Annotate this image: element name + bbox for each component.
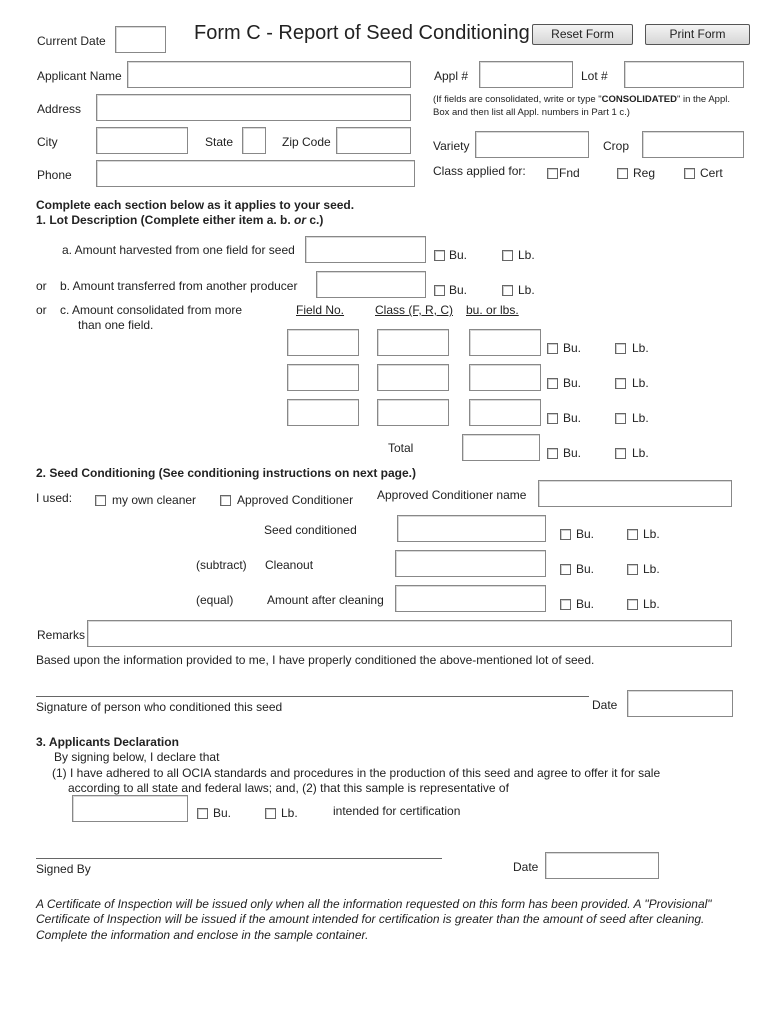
item-b-field[interactable] <box>316 271 426 298</box>
col-unit: bu. or lbs. <box>466 303 519 317</box>
current-date-field[interactable] <box>115 26 166 53</box>
seed-conditioned-lb-checkbox[interactable] <box>627 529 638 540</box>
seed-conditioned-label: Seed conditioned <box>264 523 357 537</box>
applicant-name-label: Applicant Name <box>37 69 122 83</box>
total-bu-label: Bu. <box>563 446 582 460</box>
declaration-lb-label: Lb. <box>281 806 298 820</box>
zip-field[interactable] <box>336 127 411 154</box>
remarks-field[interactable] <box>87 620 732 647</box>
row3-lb-label: Lb. <box>632 411 649 425</box>
total-bu-checkbox[interactable] <box>547 448 558 459</box>
row1-bu-checkbox[interactable] <box>547 343 558 354</box>
or-c-label: or <box>36 303 47 317</box>
row1-lb-checkbox[interactable] <box>615 343 626 354</box>
signed-date-field[interactable] <box>545 852 659 879</box>
declaration-line1: By signing below, I declare that <box>54 750 220 764</box>
row2-class[interactable] <box>377 364 449 391</box>
item-a-bu-label: Bu. <box>449 248 468 262</box>
lot-field[interactable] <box>624 61 744 88</box>
variety-field[interactable] <box>475 131 589 158</box>
consolidated-note-line2: Box and then list all Appl. numbers in Part 1 c.) <box>433 107 630 118</box>
after-cleaning-field[interactable] <box>395 585 546 612</box>
footer-line2: Certificate of Inspection will be issued if the amount intended for certification is greater than the amount of seed after cleaning. <box>36 912 705 926</box>
signed-by-line[interactable] <box>36 858 442 859</box>
row2-bu-checkbox[interactable] <box>547 378 558 389</box>
class-cert-label: Cert <box>700 166 723 180</box>
item-a-label: a. Amount harvested from one field for seed <box>62 243 295 257</box>
remarks-label: Remarks <box>37 628 86 642</box>
item-a-lb-label: Lb. <box>518 248 535 262</box>
class-reg-checkbox[interactable] <box>617 168 628 179</box>
state-label: State <box>205 135 234 149</box>
item-a-bu-checkbox[interactable] <box>434 250 445 261</box>
section1-intro: Complete each section below as it applies to your seed. <box>36 198 355 212</box>
item-b-lb-label: Lb. <box>518 283 535 297</box>
after-cleaning-lb-label: Lb. <box>643 597 660 611</box>
row1-amount[interactable] <box>469 329 541 356</box>
class-fnd-label: Fnd <box>559 166 580 180</box>
row2-field-no[interactable] <box>287 364 359 391</box>
item-c-label: c. Amount consolidated from more <box>60 303 243 317</box>
declaration-line3: according to all state and federal laws; and, (2) that this sample is representative of <box>68 781 509 795</box>
own-cleaner-checkbox[interactable] <box>95 495 106 506</box>
row3-amount[interactable] <box>469 399 541 426</box>
signed-by-label: Signed By <box>36 862 91 876</box>
row3-field-no[interactable] <box>287 399 359 426</box>
row3-bu-label: Bu. <box>563 411 582 425</box>
item-b-bu-label: Bu. <box>449 283 468 297</box>
address-field[interactable] <box>96 94 411 121</box>
section1-heading: 1. Lot Description (Complete either item a. b. or c.) <box>36 213 324 227</box>
item-a-lb-checkbox[interactable] <box>502 250 513 261</box>
seed-conditioned-lb-label: Lb. <box>643 527 660 541</box>
total-label: Total <box>388 441 414 455</box>
row2-lb-checkbox[interactable] <box>615 378 626 389</box>
cleanout-bu-checkbox[interactable] <box>560 564 571 575</box>
signed-date-label: Date <box>513 860 539 874</box>
consolidated-note: (If fields are consolidated, write or type "CONSOLIDATED" in the Appl. <box>433 94 730 105</box>
col-class: Class (F, R, C) <box>375 303 453 317</box>
row1-bu-label: Bu. <box>563 341 582 355</box>
row1-lb-label: Lb. <box>632 341 649 355</box>
after-cleaning-bu-label: Bu. <box>576 597 595 611</box>
crop-label: Crop <box>603 139 630 153</box>
own-cleaner-label: my own cleaner <box>112 493 197 507</box>
section3-heading: 3. Applicants Declaration <box>36 735 179 749</box>
class-fnd-checkbox[interactable] <box>547 168 558 179</box>
item-b-bu-checkbox[interactable] <box>434 285 445 296</box>
row2-bu-label: Bu. <box>563 376 582 390</box>
zip-label: Zip Code <box>282 135 331 149</box>
row2-lb-label: Lb. <box>632 376 649 390</box>
reset-form-button[interactable]: Reset Form <box>532 24 633 45</box>
approved-conditioner-checkbox[interactable] <box>220 495 231 506</box>
approved-conditioner-label: Approved Conditioner <box>237 493 354 507</box>
city-label: City <box>37 135 58 149</box>
declaration-amount-field[interactable] <box>72 795 188 822</box>
cleanout-bu-label: Bu. <box>576 562 595 576</box>
class-cert-checkbox[interactable] <box>684 168 695 179</box>
conditioner-signature-line[interactable] <box>36 696 589 697</box>
state-field[interactable] <box>242 127 266 154</box>
class-applied-label: Class applied for: <box>433 164 526 178</box>
address-label: Address <box>37 102 82 116</box>
or-b-label: or <box>36 279 47 293</box>
after-cleaning-bu-checkbox[interactable] <box>560 599 571 610</box>
print-form-button[interactable]: Print Form <box>645 24 750 45</box>
footer-line3: Complete the information and enclose in the sample container. <box>36 928 369 942</box>
conditioning-statement: Based upon the information provided to me, I have properly conditioned the above-mentioned lot of seed. <box>36 653 595 667</box>
row1-field-no[interactable] <box>287 329 359 356</box>
footer-line1: A Certificate of Inspection will be issued only when all the information requested on this form has been provided. A "Provisional" <box>36 897 712 911</box>
class-reg-label: Reg <box>633 166 656 180</box>
item-b-label: b. Amount transferred from another producer <box>60 279 298 293</box>
city-field[interactable] <box>96 127 188 154</box>
declaration-line2: (1) I have adhered to all OCIA standards and procedures in the production of this seed and agree to offer it for sale <box>52 766 661 780</box>
seed-conditioned-bu-checkbox[interactable] <box>560 529 571 540</box>
phone-label: Phone <box>37 168 72 182</box>
subtract-label: (subtract) <box>196 558 247 572</box>
declaration-bu-label: Bu. <box>213 806 232 820</box>
intended-label: intended for certification <box>333 804 461 818</box>
lot-label: Lot # <box>581 69 608 83</box>
approved-name-field[interactable] <box>538 480 732 507</box>
item-a-field[interactable] <box>305 236 426 263</box>
total-field[interactable] <box>462 434 540 461</box>
after-cleaning-label: Amount after cleaning <box>267 593 384 607</box>
cleanout-field[interactable] <box>395 550 546 577</box>
item-c-label-line2: than one field. <box>78 318 154 332</box>
col-field-no: Field No. <box>296 303 345 317</box>
current-date-label: Current Date <box>37 34 106 48</box>
cleanout-label: Cleanout <box>265 558 314 572</box>
row1-class[interactable] <box>377 329 449 356</box>
variety-label: Variety <box>433 139 470 153</box>
crop-field[interactable] <box>642 131 744 158</box>
seed-conditioned-bu-label: Bu. <box>576 527 595 541</box>
row2-amount[interactable] <box>469 364 541 391</box>
page-title: Form C - Report of Seed Conditioning <box>194 22 530 44</box>
appl-label: Appl # <box>434 69 469 83</box>
declaration-bu-checkbox[interactable] <box>197 808 208 819</box>
phone-field[interactable] <box>96 160 415 187</box>
conditioner-signature-label: Signature of person who conditioned this seed <box>36 700 283 714</box>
appl-field[interactable] <box>479 61 573 88</box>
i-used-label: I used: <box>36 491 73 505</box>
cleanout-lb-checkbox[interactable] <box>627 564 638 575</box>
seed-conditioned-field[interactable] <box>397 515 546 542</box>
cleanout-lb-label: Lb. <box>643 562 660 576</box>
declaration-lb-checkbox[interactable] <box>265 808 276 819</box>
item-b-lb-checkbox[interactable] <box>502 285 513 296</box>
approved-name-label: Approved Conditioner name <box>377 488 527 502</box>
row3-bu-checkbox[interactable] <box>547 413 558 424</box>
section2-heading: 2. Seed Conditioning (See conditioning instructions on next page.) <box>36 466 417 480</box>
total-lb-label: Lb. <box>632 446 649 460</box>
after-cleaning-lb-checkbox[interactable] <box>627 599 638 610</box>
total-lb-checkbox[interactable] <box>615 448 626 459</box>
row3-lb-checkbox[interactable] <box>615 413 626 424</box>
conditioner-date-label: Date <box>592 698 618 712</box>
applicant-name-field[interactable] <box>127 61 411 88</box>
row3-class[interactable] <box>377 399 449 426</box>
equal-label: (equal) <box>196 593 234 607</box>
conditioner-date-field[interactable] <box>627 690 733 717</box>
